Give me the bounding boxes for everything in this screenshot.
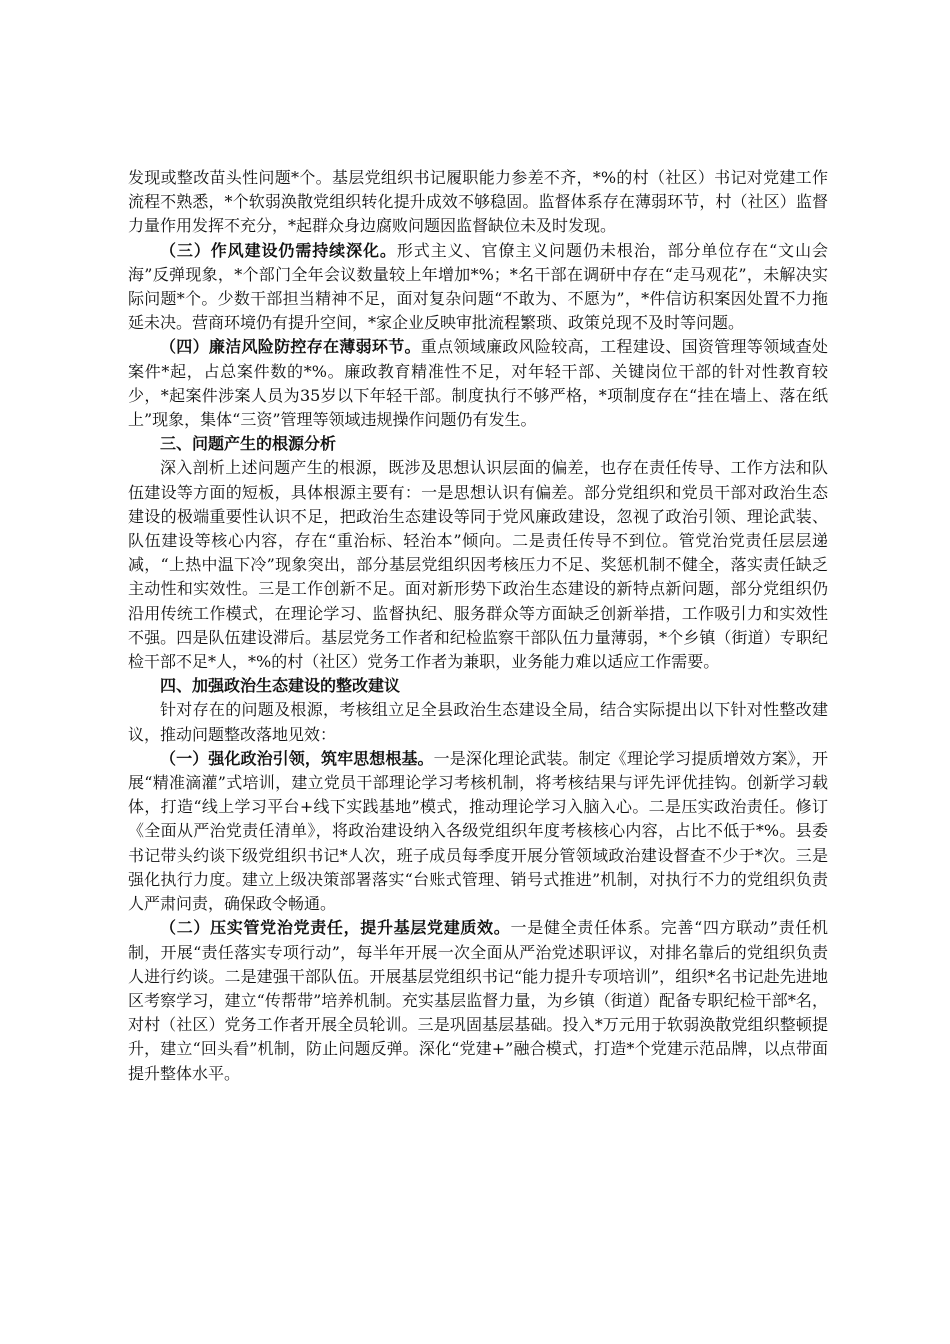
paragraph-9-lead: （二）压实管党治党责任，提升基层党建质效。 xyxy=(160,918,511,938)
paragraph-5 xyxy=(128,456,828,674)
paragraph-2-text: 形式主义、官僚主义问题仍未根治，部分单位存在“文山会海”反弹现象，*个部门全年会议数量较上年增加*%；*名干部在调研中存在“走马观花”，未解决实际问题*个。少数干部担当精神不足，面对复杂问题“不敢为、不愿为”，*件信访积案因处置不力拖延未决。营商环境仍有提升空间，*家企业反映审批流程繁琐、政策兑现不及时等问题。 xyxy=(128,240,828,333)
paragraph-9 xyxy=(128,916,828,1085)
paragraph-2-lead: （三）作风建设仍需持续深化。 xyxy=(160,240,397,260)
paragraph-9-text: 一是健全责任体系。完善“四方联动”责任机制，开展“责任落实专项行动”，每半年开展一次全面从严治党述职评议，对排名靠后的党组织负责人进行约谈。二是建强干部队伍。开展基层党组织书记“能力提升专项培训”，组织*名书记赴先进地区考察学习，建立“传帮带”培养机制。充实基层监督力量，为乡镇（街道）配备专职纪检干部*名，对村（社区）党务工作者开展全员轮训。三是巩固基层基础。投入*万元用于软弱涣散党组织整顿提升，建立“回头看”机制，防止问题反弹。深化“党建+”融合模式，打造*个党建示范品牌，以点带面提升整体水平。 xyxy=(128,918,828,1083)
paragraph-2 xyxy=(128,239,828,336)
paragraph-1-text: 发现或整改苗头性问题*个。基层党组织书记履职能力参差不齐，*%的村（社区）书记对党建工作流程不熟悉，*个软弱涣散党组织转化提升成效不够稳固。监督体系存在薄弱环节，村（社区）监督力量作用发挥不充分，*起群众身边腐败问题因监督缺位未及时发现。 xyxy=(128,168,828,236)
section-heading-3: 三、问题产生的根源分析 xyxy=(160,434,337,454)
paragraph-7-text: 针对存在的问题及根源，考核组立足全县政治生态建设全局，结合实际提出以下针对性整改建议，推动问题整改落地见效： xyxy=(128,700,828,744)
paragraph-3 xyxy=(128,335,828,432)
section-heading-4: 四、加强政治生态建设的整改建议 xyxy=(160,676,401,696)
paragraph-8-lead: （一）强化政治引领，筑牢思想根基。 xyxy=(160,748,434,768)
paragraph-3-text: 重点领域廉政风险较高，工程建设、国资管理等领域查处案件*起，占总案件数的*%。廉政教育精准性不足，对年轻干部、关键岗位干部的针对性教育较少，*起案件涉案人员为35岁以下年轻干部。制度执行不够严格，*项制度存在“挂在墙上、落在纸上”现象，集体“三资”管理等领域违规操作问题仍有发生。 xyxy=(128,337,828,430)
paragraph-5-text: 深入剖析上述问题产生的根源，既涉及思想认识层面的偏差，也存在责任传导、工作方法和队伍建设等方面的短板，具体根源主要有：一是思想认识有偏差。部分党组织和党员干部对政治生态建设的极端重要性认识不足，把政治生态建设等同于党风廉政建设，忽视了政治引领、理论武装、队伍建设等核心内容，存在“重治标、轻治本”倾向。二是责任传导不到位。管党治党责任层层递减，“上热中温下冷”现象突出，部分基层党组织因考核压力不足、奖惩机制不健全，落实责任缺乏主动性和实效性。三是工作创新不足。面对新形势下政治生态建设的新特点新问题，部分党组织仍沿用传统工作模式，在理论学习、监督执纪、服务群众等方面缺乏创新举措，工作吸引力和实效性不强。四是队伍建设滞后。基层党务工作者和纪检监察干部队伍力量薄弱，*个乡镇（街道）专职纪检干部不足*人，*%的村（社区）党务工作者为兼职，业务能力难以适应工作需要。 xyxy=(128,458,828,672)
paragraph-1 xyxy=(128,166,828,239)
paragraph-3-lead: （四）廉洁风险防控存在薄弱环节。 xyxy=(160,337,421,357)
paragraph-8 xyxy=(128,747,828,916)
paragraph-7 xyxy=(128,698,828,746)
paragraph-8-text: 一是深化理论武装。制定《理论学习提质增效方案》，开展“精准滴灌”式培训，建立党员干部理论学习考核机制，将考核结果与评先评优挂钩。创新学习载体，打造“线上学习平台+线下实践基地”模式，推动理论学习入脑入心。二是压实政治责任。修订《全面从严治党责任清单》，将政治建设纳入各级党组织年度考核核心内容，占比不低于*%。县委书记带头约谈下级党组织书记*人次，班子成员每季度开展分管领域政治建设督查不少于*次。三是强化执行力度。建立上级决策部署落实“台账式管理、销号式推进”机制，对执行不力的党组织负责人严肃问责，确保政令畅通。 xyxy=(128,748,828,914)
